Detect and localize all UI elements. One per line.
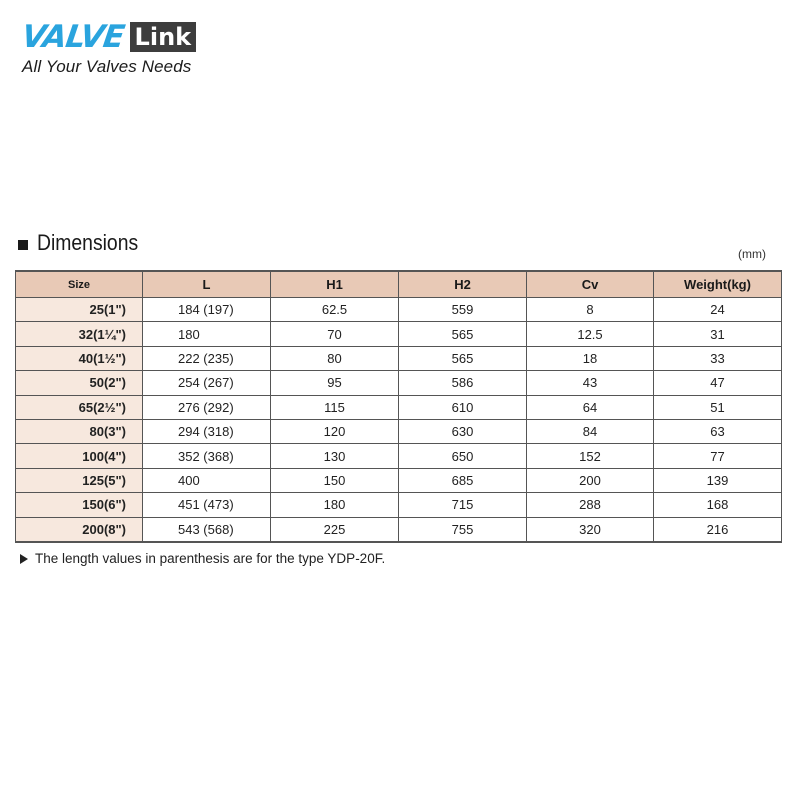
size-cell: 50(2") (16, 371, 143, 395)
l-cell: 184 (197) (143, 298, 271, 322)
weight-cell: 47 (654, 371, 782, 395)
logo-valve-text: VALVE (19, 19, 127, 55)
weight-cell: 63 (654, 419, 782, 443)
column-header: Size (16, 271, 143, 298)
weight-cell: 216 (654, 517, 782, 542)
size-cell: 125(5") (16, 468, 143, 492)
logo-wordmark (19, 19, 196, 55)
table-row (16, 493, 782, 517)
weight-cell: 31 (654, 322, 782, 346)
footnote-text: The length values in parenthesis are for the type YDP-20F. (35, 551, 386, 566)
size-cell: 80(3") (16, 419, 143, 443)
cv-cell: 64 (527, 395, 654, 419)
size-cell: 100(4") (16, 444, 143, 468)
l-cell: 254 (267) (143, 371, 271, 395)
l-cell: 222 (235) (143, 346, 271, 370)
table-row (16, 517, 782, 542)
l-cell: 276 (292) (143, 395, 271, 419)
table-row (16, 444, 782, 468)
h2-cell: 559 (399, 298, 527, 322)
weight-cell: 24 (654, 298, 782, 322)
h2-cell: 610 (399, 395, 527, 419)
table-row (16, 371, 782, 395)
table-row (16, 346, 782, 370)
size-cell: 25(1") (16, 298, 143, 322)
size-cell: 200(8") (16, 517, 143, 542)
logo-link-text: Link (130, 22, 197, 52)
footnote (20, 551, 385, 566)
cv-cell: 43 (527, 371, 654, 395)
h2-cell: 586 (399, 371, 527, 395)
unit-label: (mm) (738, 247, 766, 261)
h1-cell: 80 (271, 346, 399, 370)
cv-cell: 320 (527, 517, 654, 542)
size-cell: 32(1¼") (16, 322, 143, 346)
l-cell: 180 (143, 322, 271, 346)
h2-cell: 685 (399, 468, 527, 492)
h1-cell: 62.5 (271, 298, 399, 322)
l-cell: 451 (473) (143, 493, 271, 517)
weight-cell: 51 (654, 395, 782, 419)
h1-cell: 130 (271, 444, 399, 468)
cv-cell: 12.5 (527, 322, 654, 346)
triangle-right-icon (20, 554, 28, 564)
h1-cell: 115 (271, 395, 399, 419)
weight-cell: 77 (654, 444, 782, 468)
column-header: Cv (527, 271, 654, 298)
weight-cell: 33 (654, 346, 782, 370)
h1-cell: 225 (271, 517, 399, 542)
h2-cell: 755 (399, 517, 527, 542)
h1-cell: 70 (271, 322, 399, 346)
l-cell: 543 (568) (143, 517, 271, 542)
cv-cell: 152 (527, 444, 654, 468)
cv-cell: 84 (527, 419, 654, 443)
table-row (16, 468, 782, 492)
l-cell: 400 (143, 468, 271, 492)
column-header: H1 (271, 271, 399, 298)
cv-cell: 18 (527, 346, 654, 370)
h2-cell: 650 (399, 444, 527, 468)
size-cell: 65(2½") (16, 395, 143, 419)
column-header: H2 (399, 271, 527, 298)
table-row (16, 322, 782, 346)
table-row (16, 298, 782, 322)
h2-cell: 565 (399, 322, 527, 346)
section-title: Dimensions (37, 230, 139, 255)
table-row (16, 395, 782, 419)
brand-logo (19, 19, 196, 77)
column-header: Weight(kg) (654, 271, 782, 298)
weight-cell: 168 (654, 493, 782, 517)
section-heading (18, 230, 152, 256)
table-header-row (16, 271, 782, 298)
square-bullet-icon (18, 240, 28, 250)
cv-cell: 8 (527, 298, 654, 322)
column-header: L (143, 271, 271, 298)
h2-cell: 715 (399, 493, 527, 517)
cv-cell: 288 (527, 493, 654, 517)
l-cell: 294 (318) (143, 419, 271, 443)
h1-cell: 180 (271, 493, 399, 517)
h1-cell: 95 (271, 371, 399, 395)
h2-cell: 630 (399, 419, 527, 443)
weight-cell: 139 (654, 468, 782, 492)
size-cell: 150(6") (16, 493, 143, 517)
cv-cell: 200 (527, 468, 654, 492)
h1-cell: 120 (271, 419, 399, 443)
dimensions-table (15, 270, 782, 543)
h2-cell: 565 (399, 346, 527, 370)
logo-tagline: All Your Valves Needs (22, 57, 192, 76)
table-row (16, 419, 782, 443)
size-cell: 40(1½") (16, 346, 143, 370)
h1-cell: 150 (271, 468, 399, 492)
l-cell: 352 (368) (143, 444, 271, 468)
